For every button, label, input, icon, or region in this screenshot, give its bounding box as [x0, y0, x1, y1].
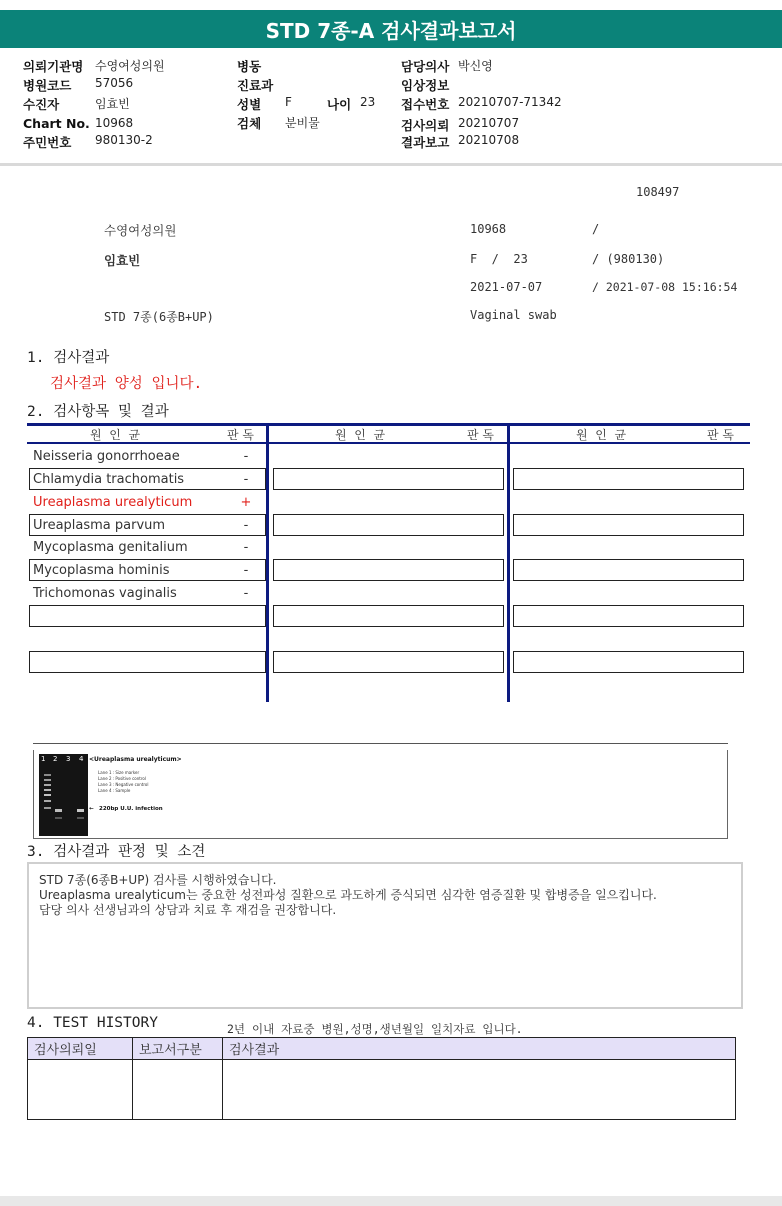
- doctor-label: 담당의사: [401, 59, 450, 74]
- request-date-value: 20210707: [458, 116, 520, 130]
- table-row-name: Mycoplasma genitalium: [33, 540, 188, 555]
- table-row-result: -: [243, 563, 249, 578]
- report-title: STD 7종-A 검사결과보고서: [0, 10, 782, 48]
- gel-lane-2: 2: [53, 755, 58, 763]
- col-result-1: 판 독: [227, 428, 254, 442]
- row-box: [273, 605, 504, 627]
- specimen-label: 검체: [237, 116, 262, 131]
- info-request-date: 2021-07-07: [470, 280, 543, 294]
- table-row-name: Mycoplasma hominis: [33, 563, 170, 578]
- table-divider-2: [507, 423, 510, 702]
- row-box: [273, 651, 504, 673]
- gel-band-label: 220bp U.U. infection: [99, 806, 163, 812]
- header-divider: [0, 163, 782, 166]
- history-col-result: 검사결과: [223, 1038, 736, 1060]
- doctor-value: 박신영: [458, 59, 493, 73]
- info-chart-no: 10968: [470, 222, 507, 236]
- clinical-info-label: 임상정보: [401, 78, 450, 93]
- table-row-result: -: [243, 518, 249, 533]
- row-box: [273, 514, 504, 536]
- positive-result-text: 검사결과 양성 입니다.: [50, 376, 203, 392]
- age-label: 나이: [327, 97, 352, 112]
- footer-bar: [0, 1196, 782, 1206]
- clinic-label: 의뢰기관명: [23, 59, 84, 74]
- gel-legend-3: Lane 3 : Negative control: [98, 782, 149, 787]
- info-patient: 임효빈: [104, 253, 141, 268]
- history-cell: [133, 1060, 223, 1120]
- col-pathogen-2: 원 인 균: [335, 428, 386, 442]
- section2-title: 2. 검사항목 및 결과: [27, 404, 169, 420]
- history-table: [27, 1037, 736, 1120]
- report-date-value: 20210708: [458, 133, 520, 147]
- clinic-value: 수영여성의원: [95, 59, 165, 73]
- info-sex-age: F / 23: [470, 252, 528, 266]
- table-row-result: -: [243, 586, 249, 601]
- receipt-no-label: 접수번호: [401, 97, 450, 112]
- sex-label: 성별: [237, 97, 262, 112]
- row-box: [513, 468, 744, 490]
- age-value: 23: [360, 95, 376, 109]
- row-box: [513, 651, 744, 673]
- history-col-report-type: 보고서구분: [133, 1038, 223, 1060]
- row-box: [29, 605, 266, 627]
- chart-no-value: 10968: [95, 116, 134, 130]
- row-box: [513, 559, 744, 581]
- section4-title: 4. TEST HISTORY: [27, 1015, 158, 1031]
- comment-line-3: 담당 의사 선생님과의 상담과 치료 후 재검을 권장합니다.: [39, 903, 337, 917]
- sex-value: F: [285, 95, 292, 109]
- gel-arrow-icon: ←: [89, 806, 94, 812]
- gel-bands: [39, 754, 88, 836]
- patient-value: 임효빈: [95, 97, 130, 111]
- history-cell: [223, 1060, 736, 1120]
- row-box: [513, 605, 744, 627]
- table-row-result: -: [243, 472, 249, 487]
- hospital-code-label: 병원코드: [23, 78, 72, 93]
- gel-lane-3: 3: [66, 755, 71, 763]
- section1-title: 1. 검사결과: [27, 350, 110, 366]
- specimen-value: 분비물: [285, 116, 320, 130]
- table-row-result: -: [243, 540, 249, 555]
- receipt-no-value: 20210707-71342: [458, 95, 562, 109]
- gel-lane-4: 4: [79, 755, 84, 763]
- report-date-label: 결과보고: [401, 135, 450, 150]
- info-clinic: 수영여성의원: [104, 223, 177, 238]
- col-result-3: 판 독: [707, 428, 734, 442]
- gel-top-rule: [33, 743, 728, 744]
- gel-legend-4: Lane 4 : Sample: [98, 788, 131, 793]
- table-divider-1: [266, 423, 269, 702]
- history-cell: [28, 1060, 133, 1120]
- gel-title: <Ureaplasma urealyticum>: [89, 756, 182, 763]
- table-row-name-positive: Ureaplasma urealyticum: [33, 495, 193, 510]
- table-row-result: -: [243, 449, 249, 464]
- hospital-code-value: 57056: [95, 76, 134, 90]
- row-box: [29, 651, 266, 673]
- col-pathogen-3: 원 인 균: [576, 428, 627, 442]
- report-number: 108497: [636, 185, 680, 199]
- history-header-row: [28, 1038, 736, 1060]
- patient-label: 수진자: [23, 97, 60, 112]
- info-report-datetime: / 2021-07-08 15:16:54: [592, 280, 738, 294]
- gel-legend-1: Lane 1 : Size marker: [98, 770, 140, 775]
- chart-no-label: Chart No.: [23, 116, 90, 131]
- gel-legend-2: Lane 2 : Positive control: [98, 776, 146, 781]
- row-box: [273, 468, 504, 490]
- info-slash: /: [592, 222, 600, 236]
- row-box: [273, 559, 504, 581]
- resident-no-value: 980130-2: [95, 133, 153, 147]
- ward-label: 병동: [237, 59, 262, 74]
- table-row-name: Chlamydia trachomatis: [33, 472, 185, 487]
- history-note: 2년 이내 자료중 병원,성명,생년월일 일치자료 입니다.: [227, 1022, 523, 1036]
- col-result-2: 판 독: [467, 428, 494, 442]
- col-pathogen-1: 원 인 균: [90, 428, 141, 442]
- table-row-name: Ureaplasma parvum: [33, 518, 166, 533]
- row-box: [513, 514, 744, 536]
- resident-no-label: 주민번호: [23, 135, 72, 150]
- info-birth: / (980130): [592, 252, 665, 266]
- request-date-label: 검사의뢰: [401, 118, 450, 133]
- table-row-name: Neisseria gonorrhoeae: [33, 449, 180, 464]
- info-specimen: Vaginal swab: [470, 308, 557, 322]
- table-row-name: Trichomonas vaginalis: [33, 586, 177, 601]
- history-empty-row: [28, 1060, 736, 1120]
- comment-box: [27, 862, 743, 1009]
- gel-image-frame: [33, 750, 728, 839]
- table-row-result-positive: +: [240, 495, 252, 510]
- gel-lane-1: 1: [41, 755, 46, 763]
- history-col-request-date: 검사의뢰일: [28, 1038, 133, 1060]
- info-test-name: STD 7종(6종B+UP): [104, 310, 214, 324]
- comment-line-2: Ureaplasma urealyticum는 중요한 성전파성 질환으로 과도하게 증식되면 심각한 염증질환 및 합병증을 일으킵니다.: [39, 888, 657, 902]
- comment-line-1: STD 7종(6종B+UP) 검사를 시행하였습니다.: [39, 873, 277, 887]
- dept-label: 진료과: [237, 78, 274, 93]
- gel-image: [39, 754, 88, 836]
- section3-title: 3. 검사결과 판정 및 소견: [27, 844, 206, 860]
